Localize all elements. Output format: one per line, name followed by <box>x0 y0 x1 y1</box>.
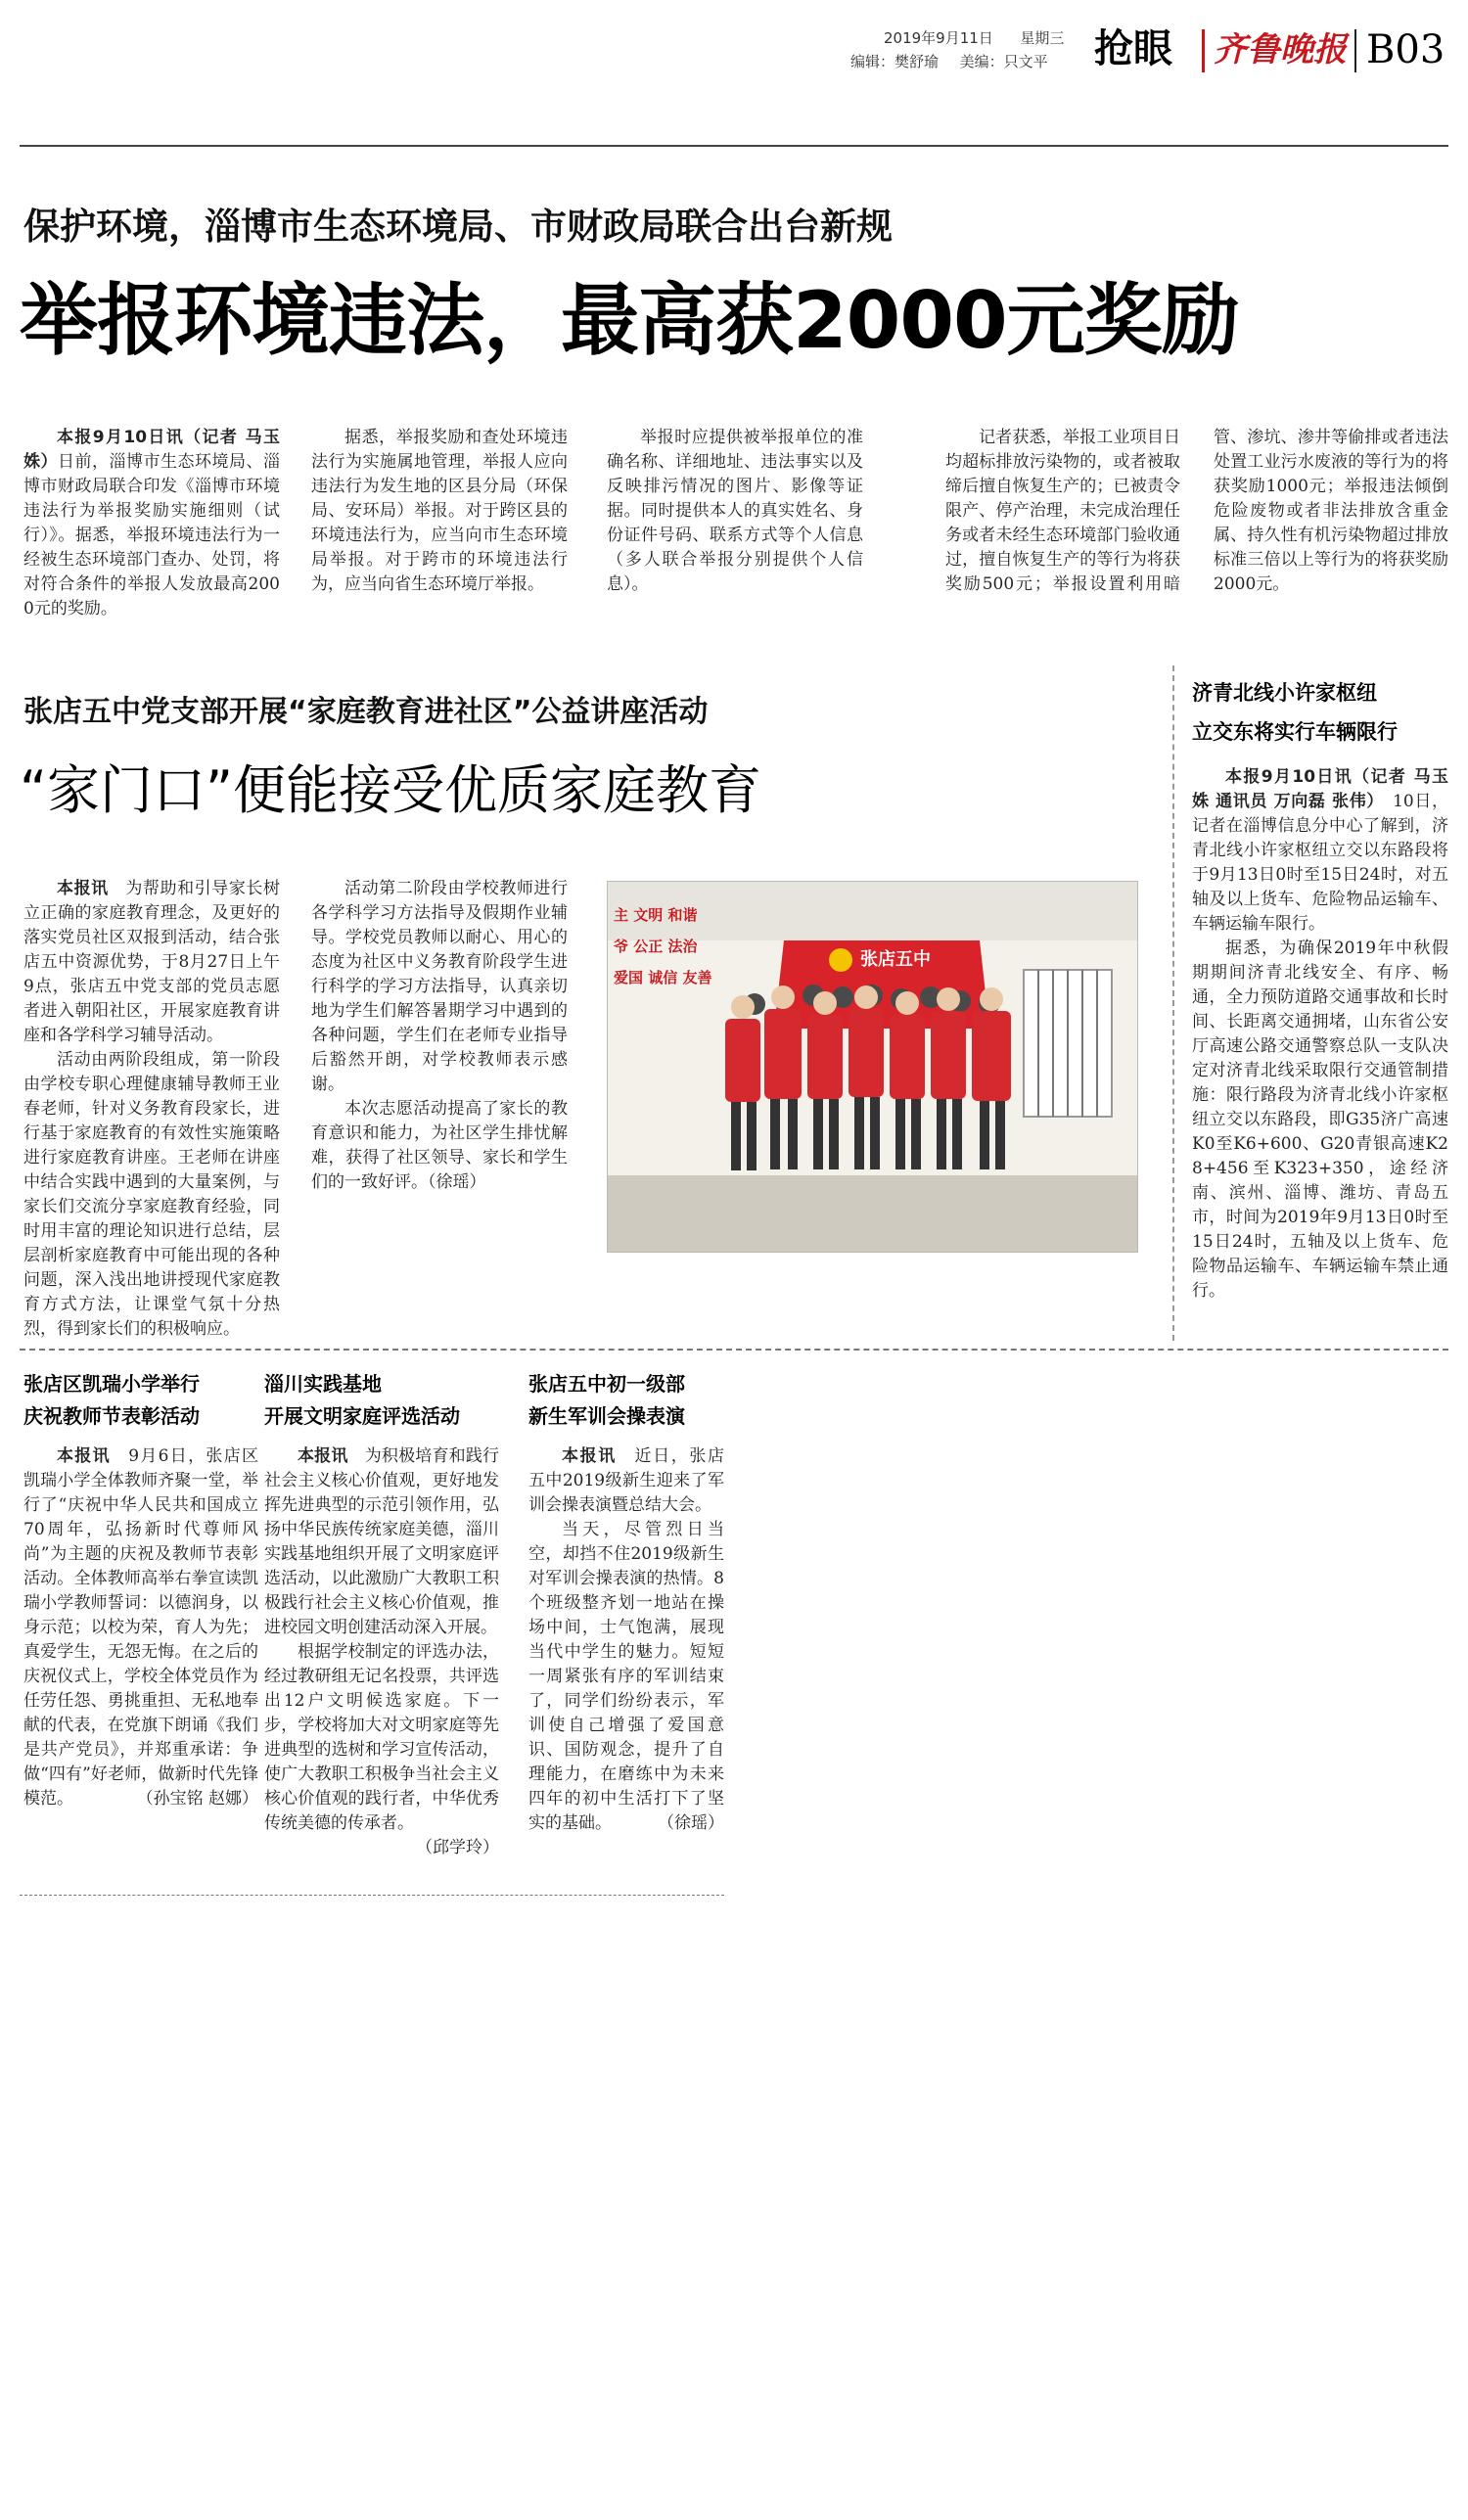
brief-3-author: （徐瑶） <box>658 1813 724 1833</box>
side-byline: 本报9月10日讯（记者 马玉姝 通讯员 万向磊 张伟） <box>1192 767 1448 811</box>
brief-1-body <box>23 1444 258 1811</box>
brief-3-byline: 本报讯 <box>562 1446 617 1466</box>
brief-1-author: （孙宝铭 赵娜） <box>136 1789 258 1809</box>
brief-2-text-1: 为积极培育和践行社会主义核心价值观，更好地发挥先进典型的示范引领作用，弘扬中华民族传统家庭美德，淄川实践基地组织开展了文明家庭评选活动，以此激励广大教职工积极践行社会主义核心价值观，推进校园文明创建活动深入开展。 <box>264 1446 500 1637</box>
brief-3-text-2: 当天，尽管烈日当空，却挡不住2019级新生对军训会操表演的热情。8个班级整齐划一地站在操场中间，士气饱满，展现当代中学生的魅力。短短一周紧张有序的军训结束了，同学们纷纷表示，军训使自己增强了爱国意识、国防观念，提升了自理能力，在磨练中为未来四年的初中生活打下了坚实的基础。 <box>528 1520 724 1833</box>
second-headline: “家门口”便能接受优质家庭教育 <box>20 759 761 821</box>
lead-text-3: 举报时应提供被举报单位的准确名称、详细地址、违法事实以及反映排污情况的图片、影像等证据。同时提供本人的真实姓名、身份证件号码、联系方式等个人信息（多人联合举报分别提供个人信息）。 <box>607 428 863 594</box>
lead-headline: 举报环境违法，最高获2000元奖励 <box>20 275 1239 366</box>
photo-slogan-line-1: 主 文明 和谐 <box>614 906 698 924</box>
side-divider <box>1172 665 1174 1341</box>
second-kicker: 张店五中党支部开展“家庭教育进社区”公益讲座活动 <box>23 695 709 729</box>
editor-credit: 编辑：樊舒瑜 <box>850 53 940 70</box>
lead-col-4 <box>945 426 1448 597</box>
briefs-bottom-rule <box>20 1895 724 1896</box>
second-text-2: 活动由两阶段组成，第一阶段由学校专职心理健康辅导教师王业春老师，针对义务教育段家长，进行基于家庭教育的有效性实施策略进行家庭教育讲座。王老师在讲座中结合实践中遇到的大量案例，与家长们交流分享家庭教育经验，同时用丰富的理论知识进行总结，层层剖析家庭教育中可能出现的各种问题，深入浅出地讲授现代家庭教育方式方法，让课堂气氛十分热烈，得到家长们的积极响应。 <box>23 1050 280 1339</box>
designer-credit: 美编：只文平 <box>959 53 1048 70</box>
lead-col-2 <box>311 426 568 597</box>
brief-2-headline <box>264 1368 521 1433</box>
brief-3-headline-line-1: 张店五中初一级部 <box>528 1372 685 1396</box>
brief-1-headline-line-1: 张店区凯瑞小学举行 <box>23 1372 200 1396</box>
page-number: B03 <box>1366 27 1445 72</box>
issue-date-line <box>884 27 1064 49</box>
brief-2-text-2: 根据学校制定的评选办法，经过教研组无记名投票，共评选出12户文明候选家庭。下一步，学校将加大对文明家庭等先进典型的选树和学习宣传活动，使广大教职工积极争当社会主义核心价值观的践行者，中华优秀传统美德的传承者。 <box>264 1642 499 1833</box>
editor-line <box>850 51 1048 72</box>
brief-2-body <box>264 1444 499 1860</box>
brief-1-headline-line-2: 庆祝教师节表彰活动 <box>23 1404 200 1428</box>
brief-1-headline <box>23 1368 280 1433</box>
lead-byline: 本报9月10日讯（记者 马玉姝） <box>23 428 280 472</box>
lead-kicker: 保护环境，淄博市生态环境局、市财政局联合出台新规 <box>23 206 893 248</box>
section-name: 抢眼 <box>1094 26 1172 71</box>
second-col-1 <box>23 877 280 1342</box>
second-author: （徐瑶） <box>428 1172 486 1192</box>
photo-slogan-line-3: 爱国 诚信 友善 <box>614 969 712 986</box>
side-headline-line-2: 立交东将实行车辆限行 <box>1192 720 1398 744</box>
brief-3-headline <box>528 1368 744 1433</box>
second-text-4-content: 本次志愿活动提高了家长的教育意识和能力，为社区学生排忧解难，获得了社区领导、家长和学生们的一致好评。 <box>311 1099 568 1192</box>
side-headline <box>1192 673 1448 752</box>
issue-date: 2019年9月11日 <box>884 29 993 47</box>
second-text-4 <box>311 1097 568 1195</box>
photo-slogan-line-2: 爷 公正 法治 <box>614 938 698 955</box>
lead-text-1: 日前，淄博市生态环境局、淄博市财政局联合印发《淄博市环境违法行为举报奖励实施细则（试行）》。据悉，举报环境违法行为一经被生态环境部门查办、处罚，将对符合条件的举报人发放最高2000元的奖励。 <box>23 452 280 619</box>
side-text-1: 10日，记者在淄博信息分中心了解到，济青北线小许家枢纽立交以东路段将于9月13日0时至15日24时，对五轴及以上货车、危险物品运输车、车辆运输车限行。 <box>1192 792 1449 934</box>
masthead-logo: 齐鲁晚报 <box>1214 30 1347 69</box>
lead-text-2: 据悉，举报奖励和查处环境违法行为实施属地管理，举报人应向违法行为发生地的区县分局（环保局、安环局）举报。对于跨区县的环境违法行为，应当向市生态环境局举报。对于跨市的环境违法行为，应当向省生态环境厅举报。 <box>311 428 568 594</box>
brief-2-author: （邱学玲） <box>416 1838 499 1857</box>
lead-text-4: 记者获悉，举报工业项目日均超标排放污染物的，或者被取缔后擅自恢复生产的；已被责令限产、停产治理，未完成治理任务或者未经生态环境部门验收通过，擅自恢复生产的等行为将获奖励500元；举报设置利用暗管、渗坑、渗井等偷排或者违法处置工业污水废液的等行为的将获奖励1000元；举报违法倾倒危险废物或者非法排放含重金属、持久性有机污染物超过排放标准三倍以上等行为的将获奖励2000元。 <box>945 428 1448 594</box>
brief-1-text-1: 9月6日，张店区凯瑞小学全体教师齐聚一堂，举行了“庆祝中华人民共和国成立70周年，弘扬新时代尊师风尚”为主题的庆祝及教师节表彰活动。全体教师高举右拳宣读凯瑞小学教师誓词：以德润身，以身示范；以校为荣，育人为先；真爱学生，无怨无悔。在之后的庆祝仪式上，学校全体党员作为任劳任怨、勇挑重担、无私地奉献的代表，在党旗下朗诵《我们是共产党员》，并郑重承诺：争做“四有”好老师，做新时代先锋模范。 <box>23 1446 259 1809</box>
second-text-3: 活动第二阶段由学校教师进行各学科学习方法指导及假期作业辅导。学校党员教师以耐心、用心的态度为社区中义务教育阶段学生进行科学的学习方法指导，认真亲切地为学生们解答暑期学习中遇到的各种问题，学生们在老师专业指导后豁然开朗，对学校教师表示感谢。 <box>311 879 568 1094</box>
section-separator <box>20 1349 1448 1351</box>
event-photo <box>607 881 1138 1253</box>
page-header <box>0 0 1468 147</box>
brief-3-text-1: 近日，张店五中2019级新生迎来了军训会操表演暨总结大会。 <box>528 1446 724 1515</box>
photo-wall-slogan <box>614 899 712 993</box>
brief-3-headline-line-2: 新生军训会操表演 <box>528 1404 685 1428</box>
brief-2-byline: 本报讯 <box>298 1446 348 1466</box>
brief-2-headline-line-2: 开展文明家庭评选活动 <box>264 1404 460 1428</box>
lead-col-3 <box>607 426 863 597</box>
header-rule <box>20 145 1448 147</box>
issue-weekday: 星期三 <box>1020 29 1065 47</box>
brief-2-headline-line-1: 淄川实践基地 <box>264 1372 382 1396</box>
header-divider <box>1202 29 1205 72</box>
lead-col-1 <box>23 426 280 621</box>
brief-3-body <box>528 1444 724 1836</box>
photo-banner-text: 张店五中 <box>860 949 931 970</box>
side-text-2: 据悉，为确保2019年中秋假期期间济青北线安全、有序、畅通，全力预防道路交通事故和长时间、长距离交通拥堵，山东省公安厅高速公路交通警察总队一支队决定对济青北线采取限行交通管制措施：限行路段为济青北线小许家枢纽立交以东路段，即G35济广高速K0至K6+600、G20青银高速K28+456至K323+350，途经济南、滨州、淄博、潍坊、青岛五市，时间为2019年9月13日0时至15日24时，五轴及以上货车、危险物品运输车、车辆运输车禁止通行。 <box>1192 939 1448 1301</box>
side-body <box>1192 765 1448 1304</box>
second-byline: 本报讯 <box>57 879 109 898</box>
brief-1-byline: 本报讯 <box>57 1446 111 1466</box>
second-text-1: 为帮助和引导家长树立正确的家庭教育理念，及更好的落实党员社区双报到活动，结合张店五中资源优势，于8月27日上午9点，张店五中党支部的党员志愿者进入朝阳社区，开展家庭教育讲座和各学科学习辅导活动。 <box>23 879 281 1045</box>
side-headline-line-1: 济青北线小许家枢纽 <box>1192 681 1377 705</box>
second-col-2 <box>311 877 568 1195</box>
header-divider-2 <box>1354 29 1356 72</box>
